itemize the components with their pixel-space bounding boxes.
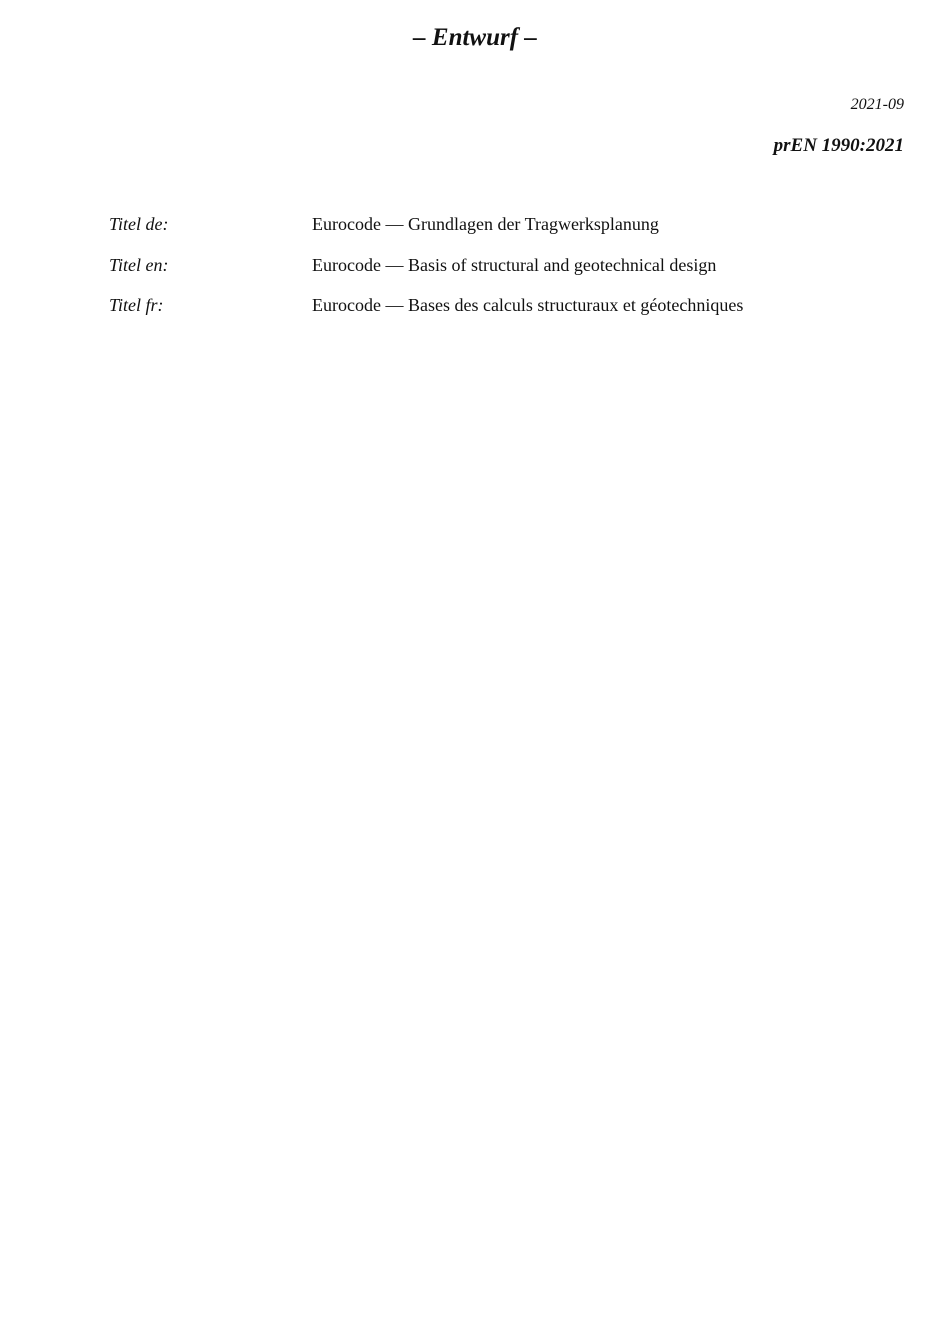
draft-heading: – Entwurf –: [413, 24, 537, 51]
title-label-de: Titel de:: [109, 214, 169, 234]
title-value-en: Eurocode — Basis of structural and geotechnical design: [312, 254, 717, 275]
title-label-fr: Titel fr:: [109, 295, 164, 315]
title-label-en: Titel en:: [109, 254, 169, 275]
document-date: 2021-09: [850, 96, 904, 113]
title-row-fr: [109, 295, 909, 336]
title-value-de: Eurocode — Grundlagen der Tragwerksplanung: [312, 214, 659, 234]
document-number: prEN 1990:2021: [773, 135, 904, 156]
title-value-fr: Eurocode — Bases des calculs structuraux et géotechniques: [312, 295, 744, 315]
title-row-de: [109, 214, 909, 255]
title-row-en: [109, 255, 909, 296]
title-table: [109, 214, 909, 336]
